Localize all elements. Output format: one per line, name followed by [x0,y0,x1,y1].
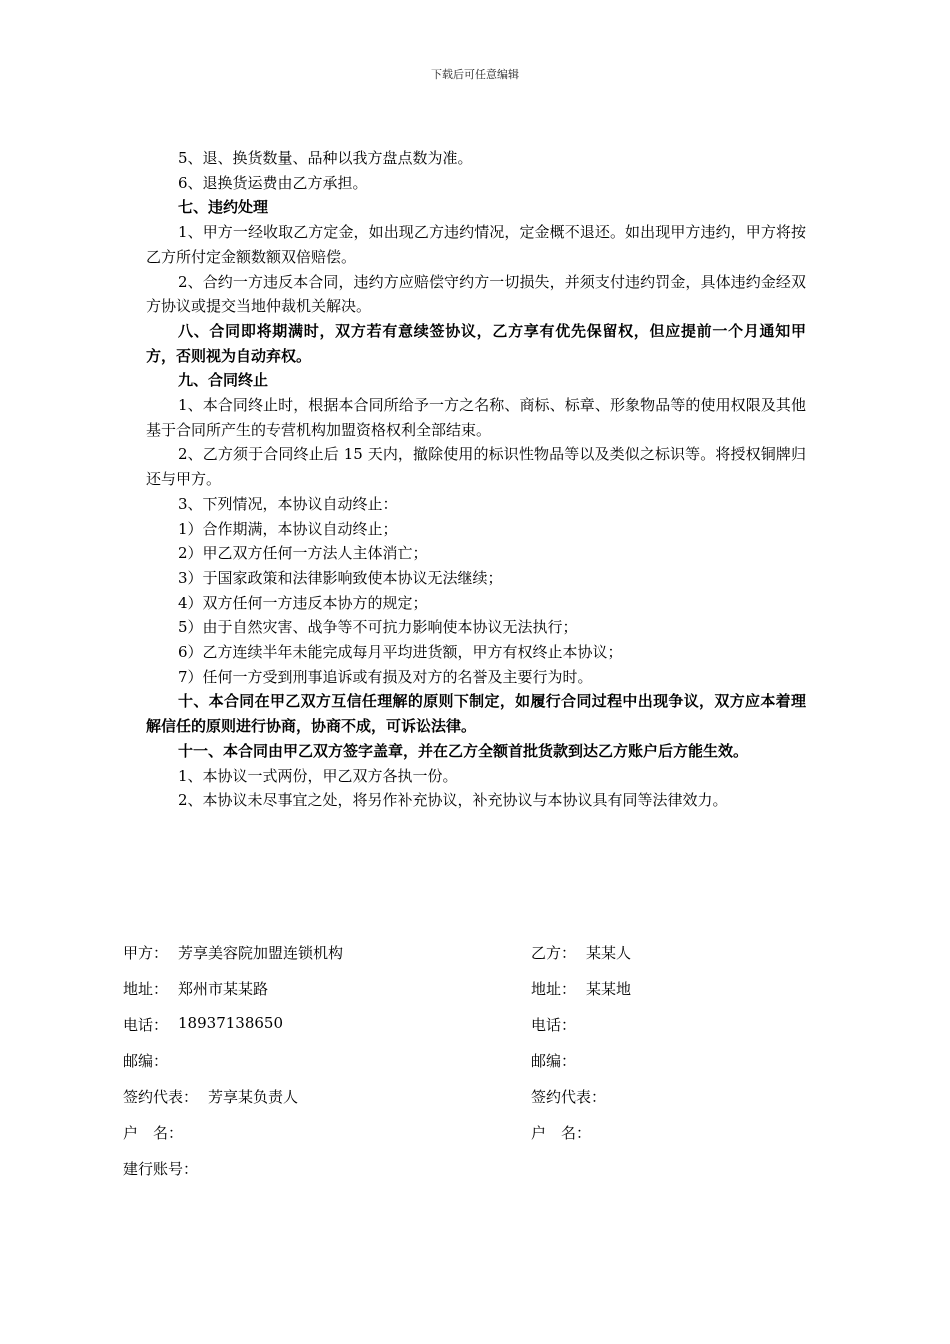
party-b-label: 签约代表： [531,1088,607,1106]
signature-row [123,978,823,1014]
party-b-field [531,1122,811,1158]
party-a-value: 郑州市某某路 [178,980,269,998]
contract-paragraph: 6、退换货运费由乙方承担。 [178,173,368,192]
contract-paragraph: 3、下列情况，本协议自动终止： [178,494,398,513]
party-a-field [123,1050,531,1086]
party-b-field [531,1086,811,1122]
party-a-label: 邮编： [123,1052,169,1070]
signature-row [123,942,823,978]
section-heading: 十一、本合同由甲乙双方签字盖章，并在乙方全额首批货款到达乙方账户后方能生效。 [178,741,749,760]
section-heading: 十、本合同在甲乙双方互信任理解的原则下制定，如履行合同过程中出现争议，双方应本着理解信任的原则进行协商，协商不成，可诉讼法律。 [146,692,806,736]
party-a-label: 签约代表： [123,1088,199,1106]
contract-paragraph: 3）于国家政策和法律影响致使本协议无法继续； [178,568,503,587]
party-b-value: 某某人 [586,944,632,962]
contract-body [146,146,806,813]
party-a-value: 芳享美容院加盟连锁机构 [178,944,344,962]
contract-paragraph: 7）任何一方受到刑事追诉或有损及对方的名誉及主要行为时。 [178,667,593,686]
signature-row [123,1050,823,1086]
party-b-label: 电话： [531,1016,577,1034]
signature-row [123,1014,823,1050]
contract-paragraph: 1、本协议一式两份，甲乙双方各执一份。 [178,766,458,785]
party-b-field [531,942,811,978]
party-a-field [123,942,531,978]
party-a-label: 电话： [123,1016,169,1034]
party-b-field [531,1158,811,1194]
contract-paragraph: 6）乙方连续半年未能完成每月平均进货额，甲方有权终止本协议； [178,643,623,662]
contract-paragraph: 2、本协议未尽事宜之处，将另作补充协议，补充协议与本协议具有同等法律效力。 [178,791,728,810]
section-heading: 七、违约处理 [178,198,269,217]
party-a-value: 18937138650 [178,1014,283,1032]
party-a-value: 芳享某负责人 [208,1088,299,1106]
party-b-label: 户 名： [531,1124,592,1142]
contract-paragraph: 2、合约一方违反本合同，违约方应赔偿守约方一切损失，并须支付违约罚金，具体违约金经双方协议或提交当地仲裁机关解决。 [146,272,806,316]
party-b-field [531,1050,811,1086]
signature-row [123,1122,823,1158]
contract-paragraph: 1、甲方一经收取乙方定金，如出现乙方违约情况，定金概不退还。如出现甲方违约，甲方将按乙方所付定金额数额双倍赔偿。 [146,223,806,266]
party-a-field [123,1158,531,1194]
party-b-label: 乙方： [531,944,577,962]
party-a-field [123,978,531,1014]
party-a-field [123,1086,531,1122]
signature-block [123,942,823,1194]
signature-row [123,1158,823,1194]
contract-paragraph: 2、乙方须于合同终止后 15 天内，撤除使用的标识性物品等以及类似之标识等。将授权铜牌归还与甲方。 [146,445,806,489]
contract-paragraph: 4）双方任何一方违反本协方的规定； [178,593,428,612]
contract-paragraph: 1）合作期满，本协议自动终止； [178,519,398,538]
party-a-label: 建行账号： [123,1160,199,1178]
contract-paragraph: 1、本合同终止时，根据本合同所给予一方之名称、商标、标章、形象物品等的使用权限及其他基于合同所产生的专营机构加盟资格权利全部结束。 [146,396,806,439]
contract-paragraph: 2）甲乙双方任何一方法人主体消亡； [178,544,428,563]
page-header-note: 下载后可任意编辑 [431,68,519,81]
contract-paragraph: 5、退、换货数量、品种以我方盘点数为准。 [178,149,473,167]
party-a-field [123,1014,531,1050]
party-a-label: 地址： [123,980,169,998]
party-a-field [123,1122,531,1158]
party-a-label: 甲方： [123,944,169,962]
signature-row [123,1086,823,1122]
party-b-label: 地址： [531,980,577,998]
party-b-value: 某某地 [586,980,632,998]
section-heading: 八、合同即将期满时，双方若有意续签协议，乙方享有优先保留权，但应提前一个月通知甲方，否则视为自动弃权。 [146,321,806,365]
party-b-label: 邮编： [531,1052,577,1070]
party-b-field [531,1014,811,1050]
contract-paragraph: 5）由于自然灾害、战争等不可抗力影响使本协议无法执行； [178,618,578,637]
party-a-label: 户 名： [123,1124,184,1142]
section-heading: 九、合同终止 [178,371,269,390]
party-b-field [531,978,811,1014]
